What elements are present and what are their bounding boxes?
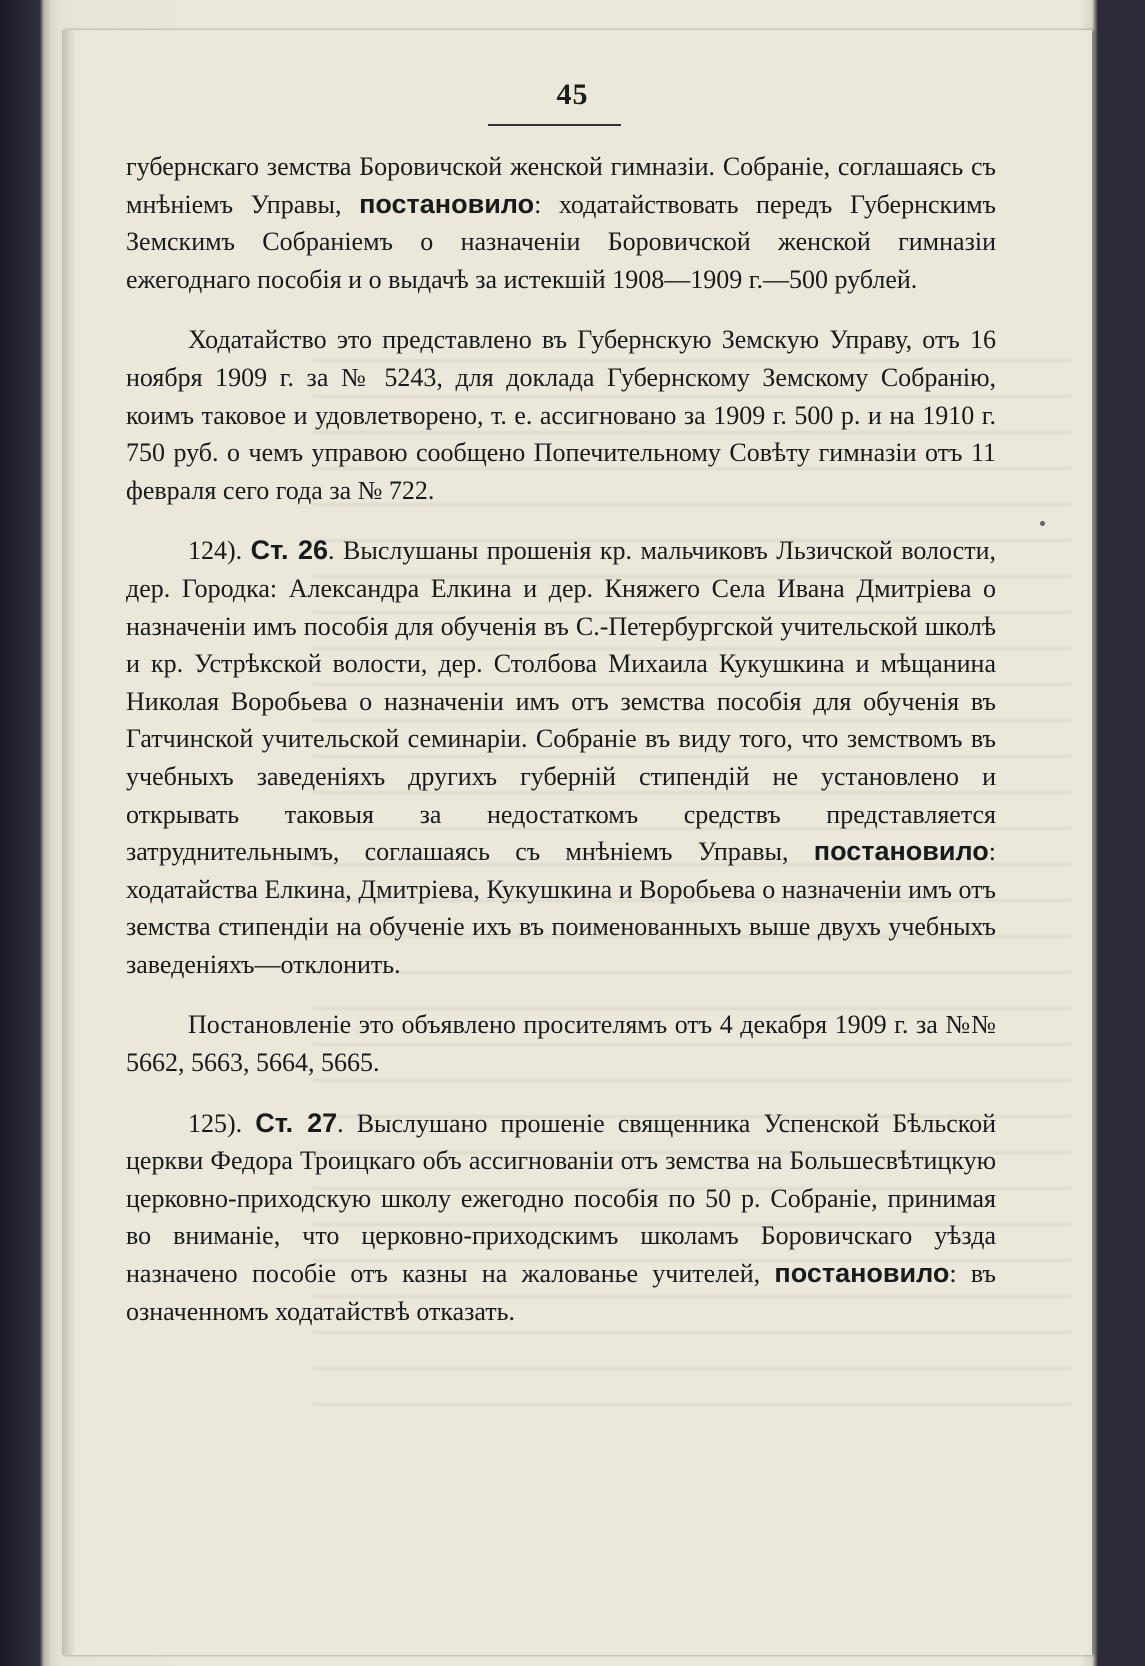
bold-keyword: постановило: [359, 188, 535, 219]
paragraph: [126, 532, 996, 983]
text-run: . Выслушано прошеніе священника Успенской Бѣльской церкви Федора Троицкаго объ ассигнованіи отъ земства на Большесвѣтицкую церковно-приходскую школу ежегодно пособія по 50 р. Собраніе, принимая во вниманіе, что церковно-приходскимъ школамъ Боровичскаго уѣзда назначено пособіе отъ казны на жалованье учителей,: [126, 1108, 996, 1289]
paragraph: [126, 148, 996, 298]
bold-keyword: постановило: [774, 1258, 950, 1289]
bold-keyword: Ст. 26: [250, 535, 329, 566]
paragraph: [126, 321, 996, 509]
text-run: Ходатайство это представлено въ Губернскую Земскую Управу, отъ 16 ноября 1909 г. за № 5243, для доклада Губернскому Земскому Собранію, коимъ таковое и удовлетворено, т. е. ассигновано за 1909 г. 500 р. и на 1910 г. 750 руб. о чемъ управою сообщено Попечительному Совѣту гимназіи отъ 11 февраля сего года за № 722.: [126, 325, 996, 505]
page-body: [126, 148, 996, 1330]
margin-speck: [1040, 521, 1045, 526]
text-run: губернскаго земства Боровичской женской гимназіи. Собраніе, соглашаясь съ мнѣніемъ Управы,: [126, 152, 996, 219]
text-run: : ходатайства Елкина, Дмитріева, Кукушкина и Воробьева о назначеніи имъ отъ земства стипендіи на обученіе ихъ въ поименованныхъ выше двухъ учебныхъ заведеніяхъ—отклонить.: [126, 837, 996, 979]
page-number-rule: [488, 124, 621, 126]
previous-page-edge: [0, 0, 40, 1666]
text-run: 125).: [188, 1108, 256, 1138]
text-run: Постановленіе это объявлено просителямъ отъ 4 декабря 1909 г. за №№ 5662, 5663, 5664, 5665.: [126, 1010, 996, 1078]
paragraph: [126, 1105, 996, 1331]
text-run: : ходатайствовать передъ Губернскимъ Земскимъ Собраніемъ о назначеніи Боровичской женской гимназіи ежегоднаго пособія и о выдачѣ за истекшій 1908—1909 г.—500 рублей.: [126, 189, 996, 294]
text-run: . Выслушаны прошенія кр. мальчиковъ Льзичской волости, дер. Городка: Александра Елкина и дер. Княжего Села Ивана Дмитріева о назначеніи имъ пособія для обученія въ С.-Петербургской учительской школѣ и кр. Устрѣкской волости, дер. Столбова Михаила Кукушкина и мѣщанина Николая Воробьева о назначеніи имъ отъ земства пособія для обученія въ Гатчинской учительской семинаріи. Собраніе въ виду того, что земствомъ въ учебныхъ заведеніяхъ другихъ губерній стипендій не установлено и открывать таковыя за недостаткомъ средствъ представляется затруднительнымъ, соглашаясь съ мнѣніемъ Управы,: [126, 536, 996, 867]
text-run: : въ означенномъ ходатайствѣ отказать.: [126, 1259, 997, 1326]
bold-keyword: постановило: [813, 836, 989, 867]
text-run: 124).: [188, 536, 251, 566]
bold-keyword: Ст. 27: [255, 1107, 338, 1138]
paragraph: [126, 1006, 996, 1081]
page-number: 45: [556, 78, 589, 111]
